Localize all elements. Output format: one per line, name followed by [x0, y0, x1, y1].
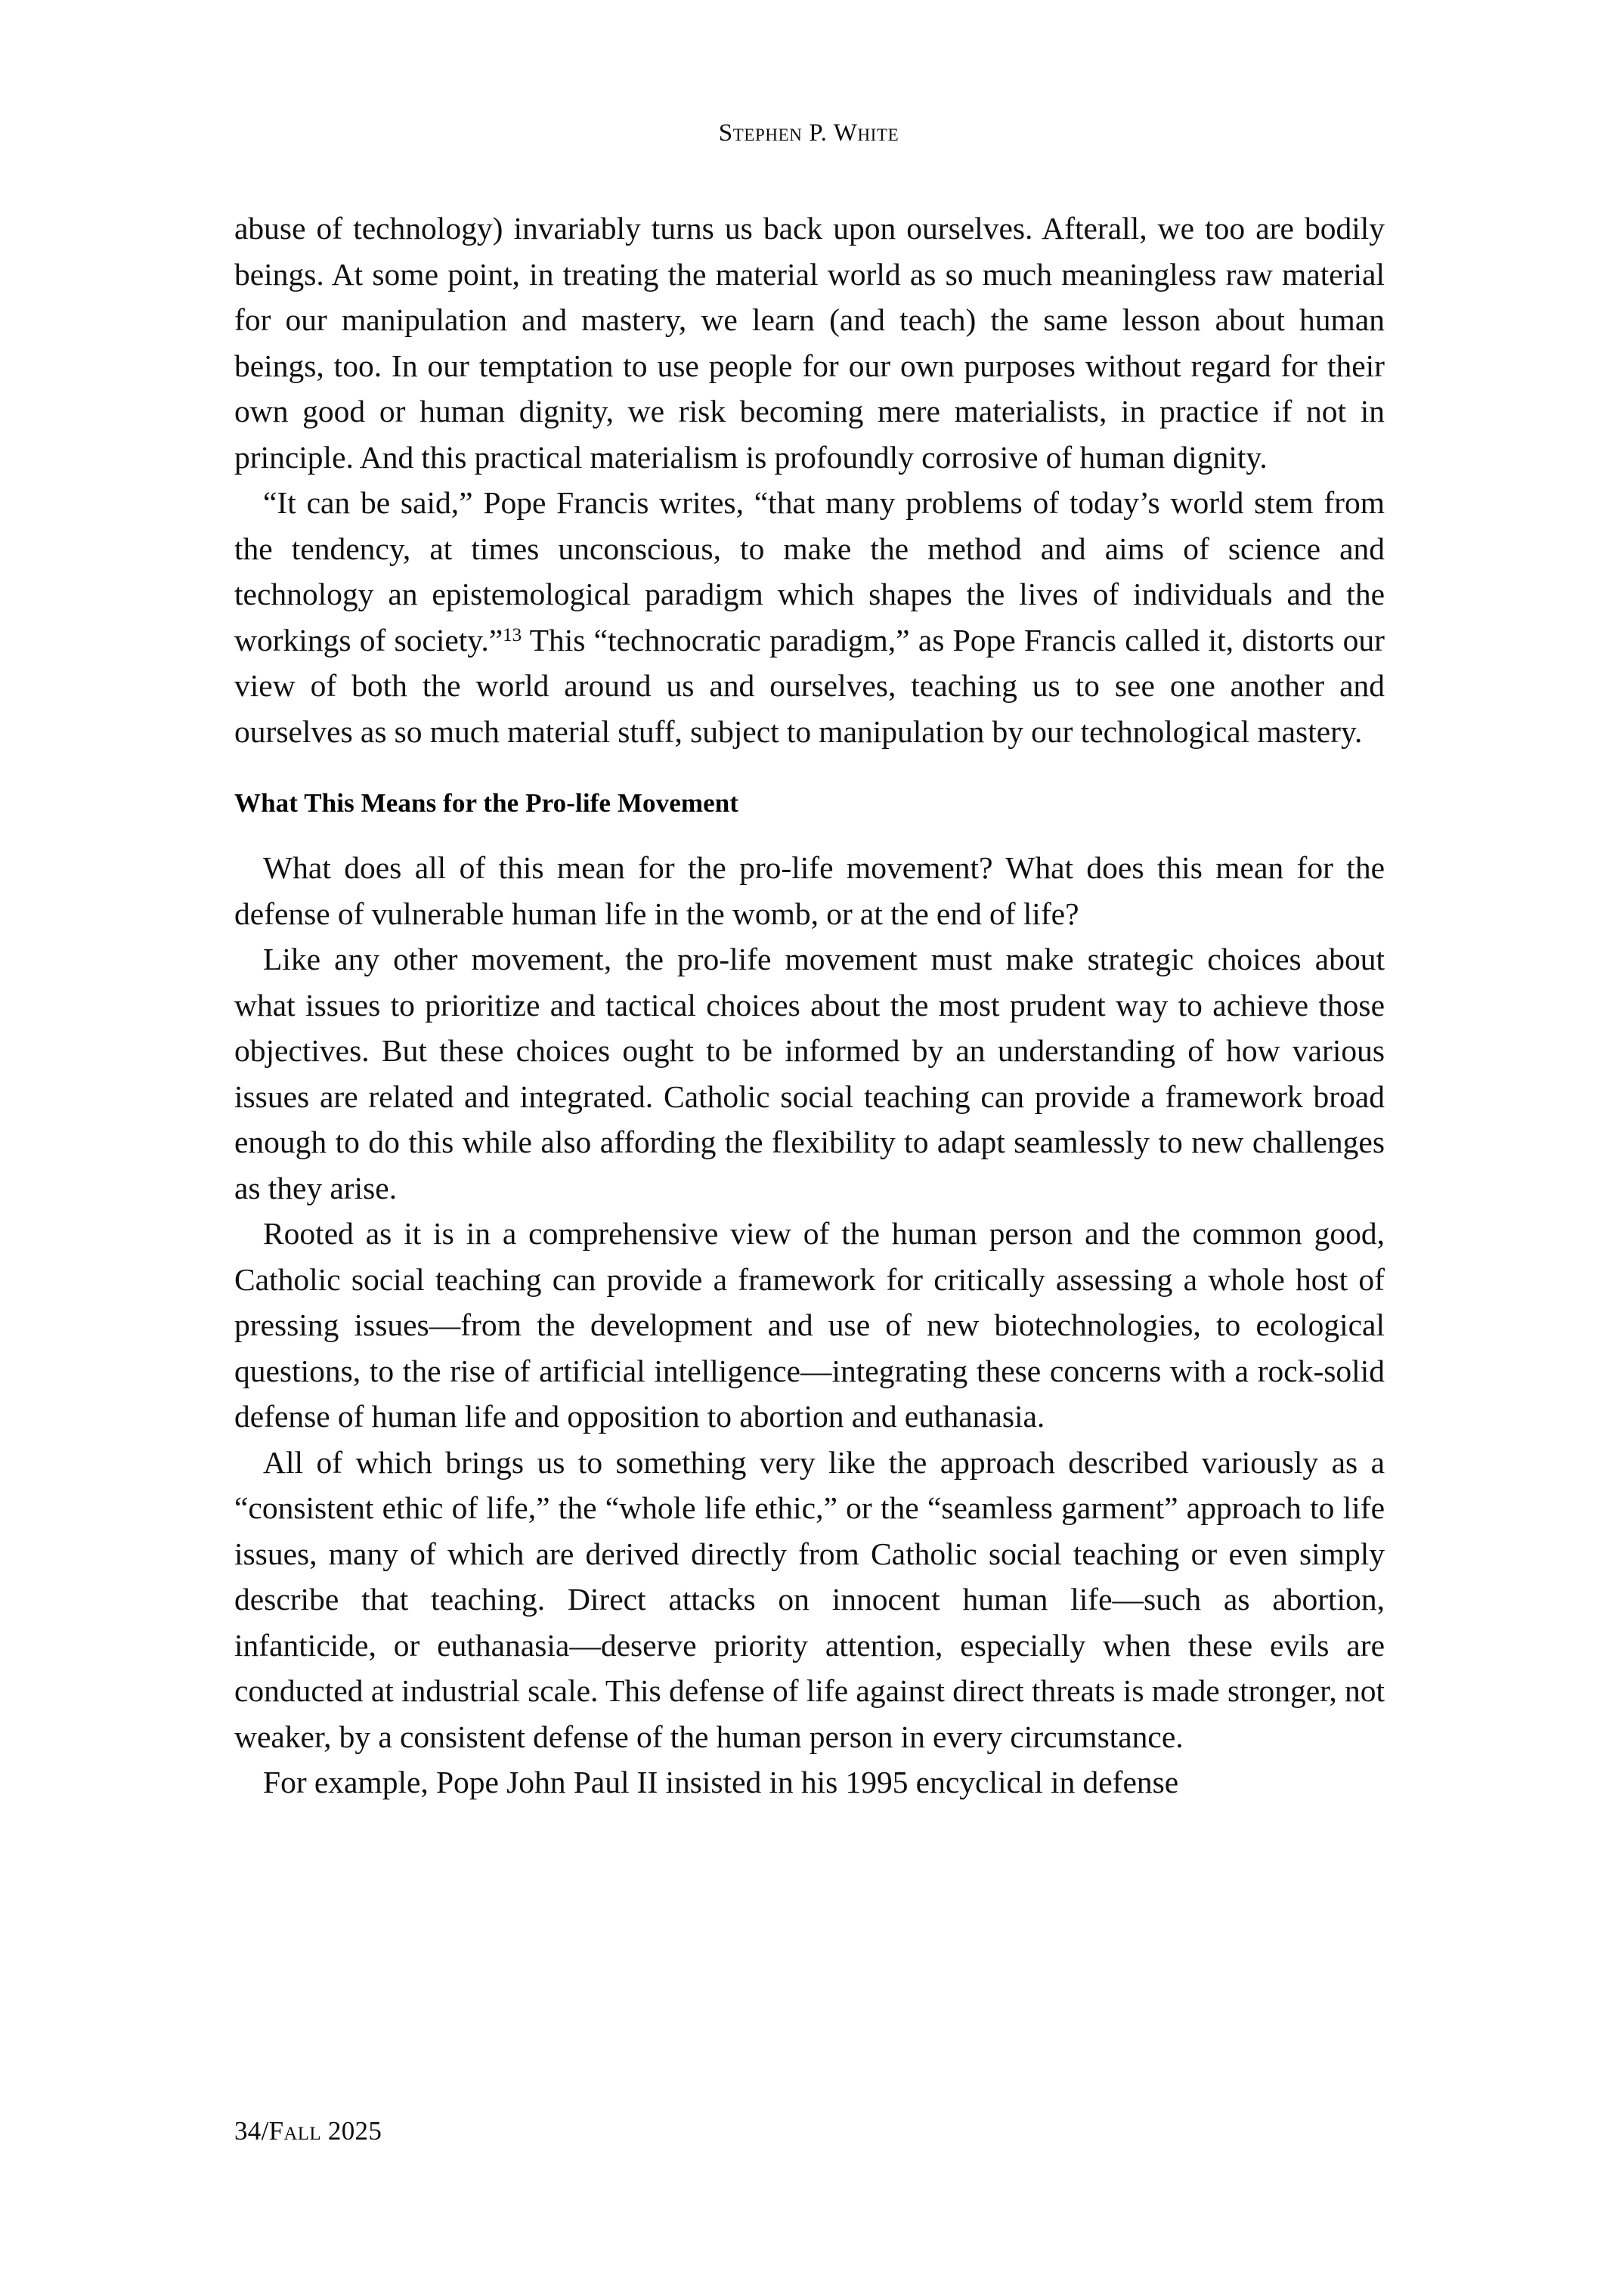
- quote-text-before-footnote: “It can be said,” Pope Francis writes, “that many problems of today’s world stem from the tendency, at times unconscious, to make the method and aims of science and technology an epistemological paradigm which shapes the lives of individuals and the workings of society.”: [234, 485, 1385, 658]
- paragraph-rooted-as-it-is: Rooted as it is in a comprehensive view of the human person and the common good, Catholic social teaching can provide a framework for critically assessing a whole host of pressing issues—from the development and use of new biotechnologies, to ecological questions, to the rise of artificial intelligence—integrating these concerns with a rock-solid defense of human life and opposition to abortion and euthanasia.: [234, 1216, 1385, 1434]
- paragraph-pope-francis-quote: [234, 480, 1385, 754]
- quote-text-after-footnote: This “technocratic paradigm,” as Pope Francis called it, distorts our view of both the world around us and ourselves, teaching us to see one another and ourselves as so much material stuff, subject to manipulation by our technological mastery.: [234, 622, 1385, 749]
- heading-spacer-above: [234, 754, 1385, 784]
- page-folio: 34/Fall 2025: [234, 2116, 382, 2146]
- paragraph-for-example-john-paul-ii: For example, Pope John Paul II insisted in his 1995 encyclical in defense: [263, 1765, 1179, 1799]
- running-head: Stephen P. White: [718, 119, 899, 147]
- text-column: [234, 206, 1385, 1806]
- footnote-marker-13[interactable]: 13: [503, 624, 522, 645]
- paragraph-all-of-which-brings-us: All of which brings us to something very like the approach described variously as a “consistent ethic of life,” the “whole life ethic,” or the “seamless garment” approach to life issues, many of which are derived directly from Catholic social teaching or even simply describe that teaching. Direct attacks on innocent human life—such as abortion, infanticide, or euthanasia—deserve priority attention, especially when these evils are conducted at industrial scale. This defense of life against direct threats is made stronger, not weaker, by a consistent defense of the human person in every circumstance.: [234, 1444, 1385, 1754]
- heading-spacer-below: [234, 822, 1385, 845]
- paragraph-like-any-other-movement: Like any other movement, the pro-life movement must make strategic choices about what issues to prioritize and tactical choices about the most prudent way to achieve those objectives. But these choices ought to be informed by an understanding of how various issues are related and integrated. Catholic social teaching can provide a framework broad enough to do this while also affording the flexibility to adapt seamlessly to new challenges as they arise.: [234, 942, 1385, 1205]
- paragraph-technology-materialism: abuse of technology) invariably turns us back upon ourselves. Afterall, we too are bodily beings. At some point, in treating the material world as so much meaningless raw material for our manipulation and mastery, we learn (and teach) the same lesson about human beings, too. In our temptation to use people for our own purposes without regard for their own good or human dignity, we risk becoming mere materialists, in practice if not in principle. And this practical materialism is profoundly corrosive of human dignity.: [234, 211, 1385, 475]
- paragraph-what-does-this-mean: What does all of this mean for the pro-life movement? What does this mean for the defense of vulnerable human life in the womb, or at the end of life?: [234, 850, 1385, 931]
- section-heading-pro-life-movement: What This Means for the Pro-life Movement: [234, 788, 739, 818]
